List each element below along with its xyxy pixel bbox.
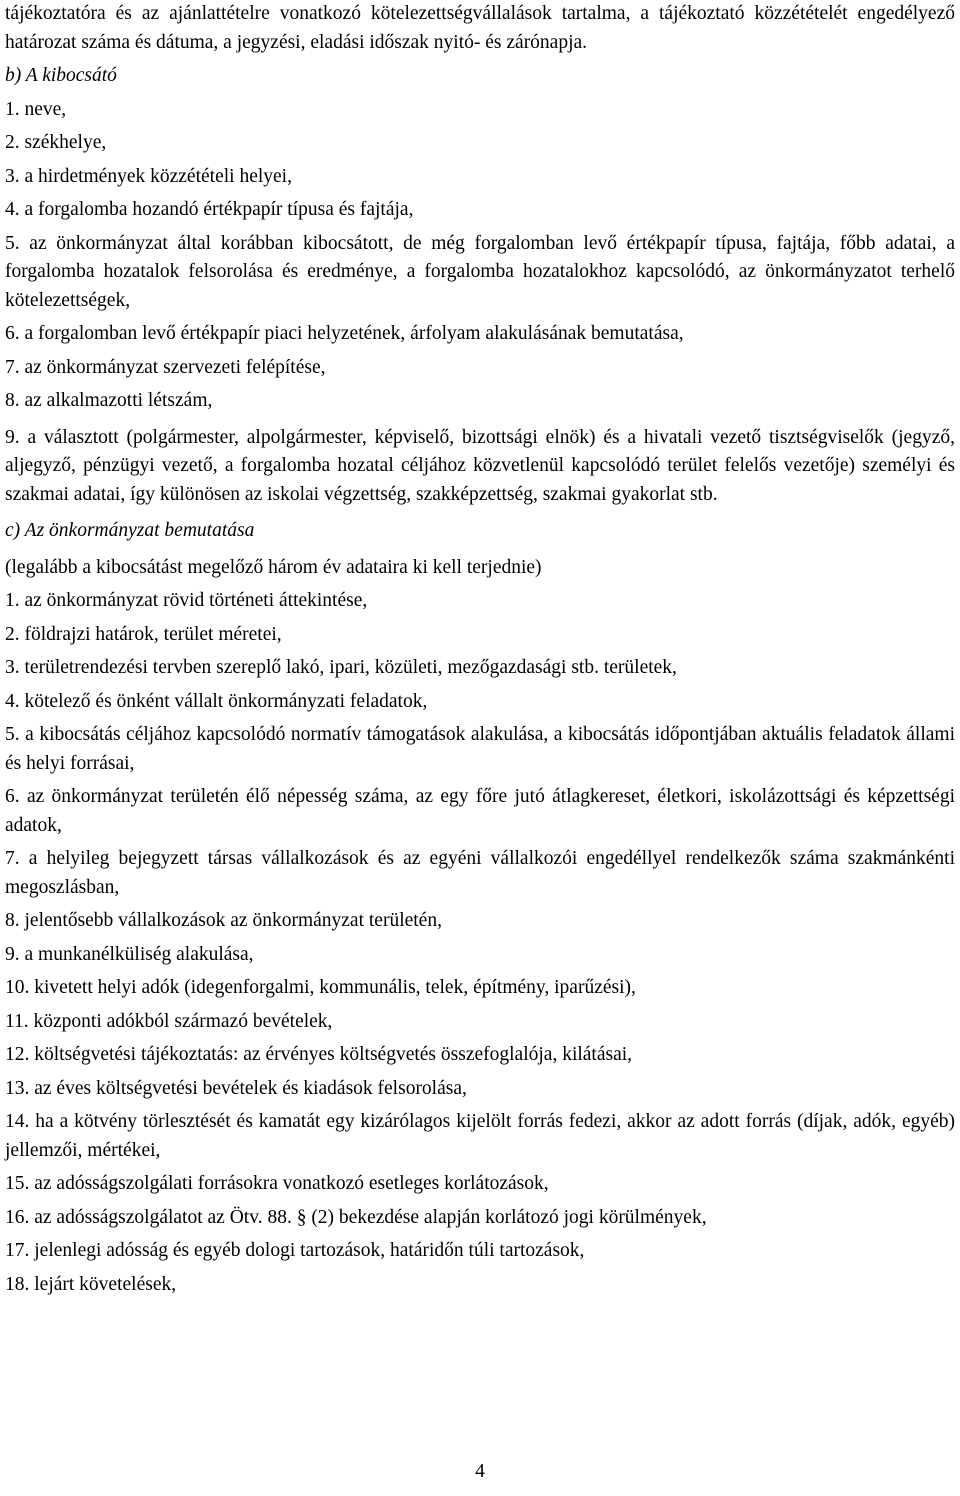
list-item: 8. az alkalmazotti létszám,: [5, 390, 213, 411]
section-b-list: [5, 96, 955, 510]
section-c-note: (legalább a kibocsátást megelőző három év adataira ki kell terjednie): [5, 556, 542, 578]
list-item: 2. székhelye,: [5, 132, 107, 153]
list-item: 3. területrendezési tervben szereplő lakó, ipari, közületi, mezőgazdasági stb. területek,: [5, 657, 677, 678]
list-item: 12. költségvetési tájékoztatás: az érvényes költségvetés összefoglalója, kilátásai,: [5, 1044, 633, 1065]
section-b-heading: b) A kibocsátó: [5, 65, 117, 86]
list-item: 11. központi adókból származó bevételek,: [5, 1010, 333, 1032]
list-item: 13. az éves költségvetési bevételek és kiadások felsorolása,: [5, 1077, 467, 1099]
list-item: 3. a hirdetmények közzétételi helyei,: [5, 165, 292, 187]
list-item: 7. a helyileg bejegyzett társas vállalkozások és az egyéni vállalkozói engedéllyel rendelkezők száma szakmánkénti megoszlásban,: [5, 848, 955, 898]
list-item: 14. ha a kötvény törlesztését és kamatát egy kizárólagos kijelölt forrás fedezi, akkor az adott forrás (díjak, adók, egyéb) jellemzői, mértékei,: [5, 1111, 955, 1161]
list-item: 6. az önkormányzat területén élő népesség száma, az egy főre jutó átlagkereset, életkori, iskolázottsági és képzettségi adatok,: [5, 786, 955, 836]
list-item: 8. jelentősebb vállalkozások az önkormányzat területén,: [5, 910, 442, 931]
section-c-list: [5, 587, 955, 1299]
list-item: 1. neve,: [5, 98, 67, 120]
list-item: 18. lejárt követelések,: [5, 1273, 177, 1295]
list-item: 4. kötelező és önként vállalt önkormányzati feladatok,: [5, 690, 428, 712]
list-item: 2. földrajzi határok, terület méretei,: [5, 623, 282, 645]
document-page: [5, 0, 955, 1299]
section-c-heading: c) Az önkormányzat bemutatása: [5, 520, 255, 541]
list-item: 4. a forgalomba hozandó értékpapír típusa és fajtája,: [5, 199, 414, 220]
list-item: 10. kivetett helyi adók (idegenforgalmi, kommunális, telek, építmény, iparűzési),: [5, 977, 636, 998]
list-item: 5. az önkormányzat által korábban kibocsátott, de még forgalomban levő értékpapír típusa, fajtája, főbb adatai, a forgalomba hozatalok felsorolása és eredménye, a forgalomba hozatalokhoz kapcsolódó, az önkormányzatot terhelő kötelezettségek,: [5, 232, 955, 311]
list-item: 9. a munkanélküliség alakulása,: [5, 943, 254, 965]
list-item: 16. az adósságszolgálatot az Ötv. 88. § (2) bekezdése alapján korlátozó jogi körülmények,: [5, 1206, 707, 1228]
list-item: 7. az önkormányzat szervezeti felépítése,: [5, 356, 326, 378]
intro-paragraph: tájékoztatóra és az ajánlattételre vonatkozó kötelezettségvállalások tartalma, a tájékoztató közzétételét engedélyező határozat száma és dátuma, a jegyzési, eladási időszak nyitó- és zárónapja.: [5, 3, 955, 53]
page-number: 4: [475, 1461, 485, 1482]
list-item: 15. az adósságszolgálati forrásokra vonatkozó esetleges korlátozások,: [5, 1173, 549, 1194]
list-item: 9. a választott (polgármester, alpolgármester, képviselő, bizottsági elnök) és a hivatali vezető tisztségviselők (jegyző, aljegyző, pénzügyi vezető, a forgalomba hozatal céljához közvetlenül kapcsolódó terület felelős vezetője) személyi és szakmai adatai, így különösen az iskolai végzettség, szakképzettség, szakmai gyakorlat stb.: [5, 426, 955, 505]
list-item: 17. jelenlegi adósság és egyéb dologi tartozások, határidőn túli tartozások,: [5, 1240, 585, 1261]
list-item: 5. a kibocsátás céljához kapcsolódó normatív támogatások alakulása, a kibocsátás időpontjában aktuális feladatok állami és helyi forrásai,: [5, 724, 955, 774]
list-item: 6. a forgalomban levő értékpapír piaci helyzetének, árfolyam alakulásának bemutatása,: [5, 323, 684, 344]
list-item: 1. az önkormányzat rövid történeti áttekintése,: [5, 590, 368, 611]
